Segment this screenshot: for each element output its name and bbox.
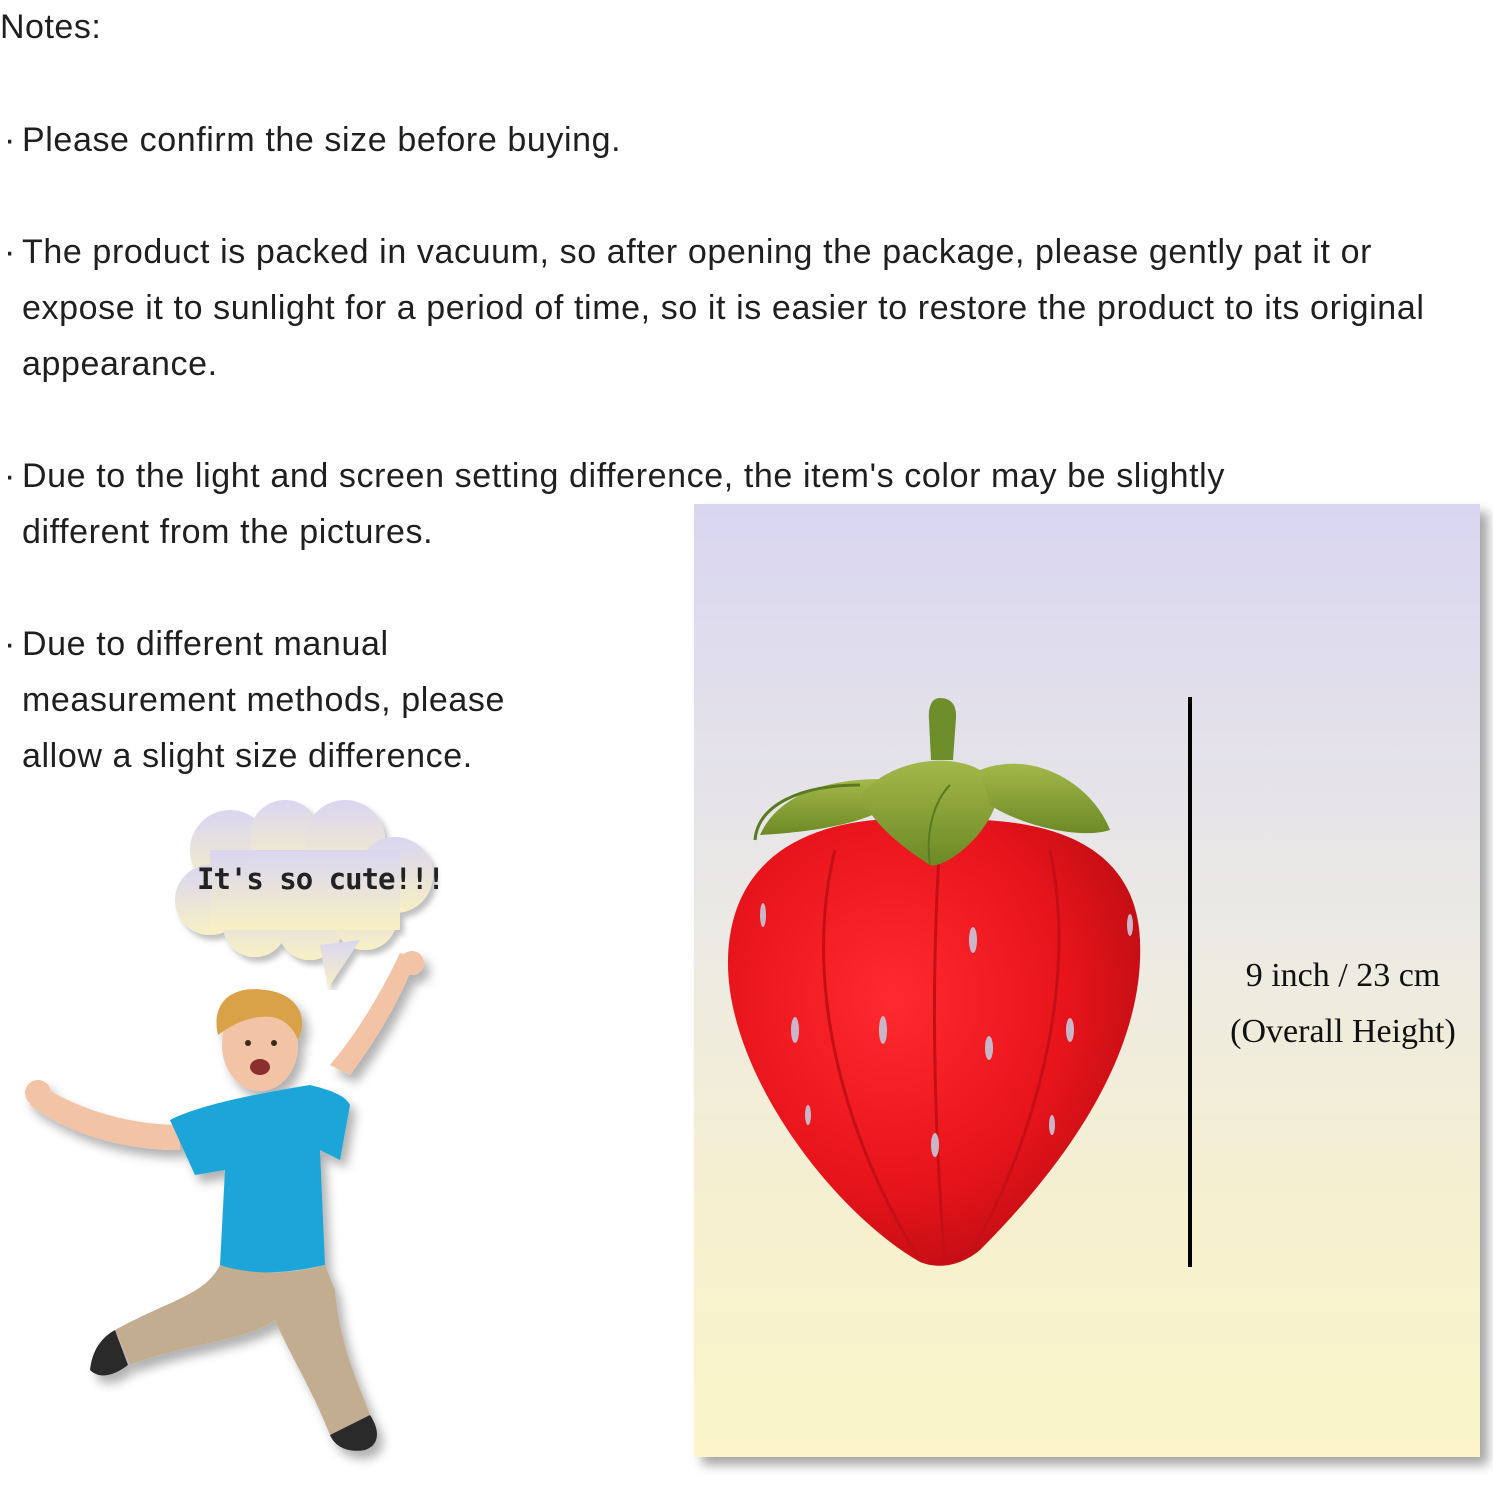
note-item [0, 224, 1470, 392]
note-item [0, 616, 620, 784]
note-text: Please confirm the size before buying. [22, 121, 622, 159]
notes-title: Notes: [0, 8, 102, 46]
bullet: · [4, 233, 16, 271]
measurement-line [1188, 697, 1192, 1267]
note-text: Due to different manual measurement methods, please allow a slight size difference. [22, 625, 506, 775]
strawberry-plush-illustration [700, 690, 1160, 1280]
measurement-caption: (Overall Height) [1230, 1013, 1456, 1050]
note-text: Due to the light and screen setting difference, the item's color may be slightly different from the pictures. [22, 457, 1225, 551]
bullet: · [4, 457, 16, 495]
bullet: · [4, 121, 16, 159]
measurement-label [1198, 948, 1488, 1060]
speech-bubble-text: It's so cute!!! [197, 862, 444, 896]
measurement-size: 9 inch / 23 cm [1245, 957, 1441, 994]
note-text: The product is packed in vacuum, so after opening the package, please gently pat it or expose it to sunlight for a period of time, so it is easier to restore the product to its original appearance. [22, 233, 1425, 383]
jumping-kid-illustration [20, 945, 460, 1475]
bullet: · [4, 625, 16, 663]
note-item [0, 112, 1470, 168]
